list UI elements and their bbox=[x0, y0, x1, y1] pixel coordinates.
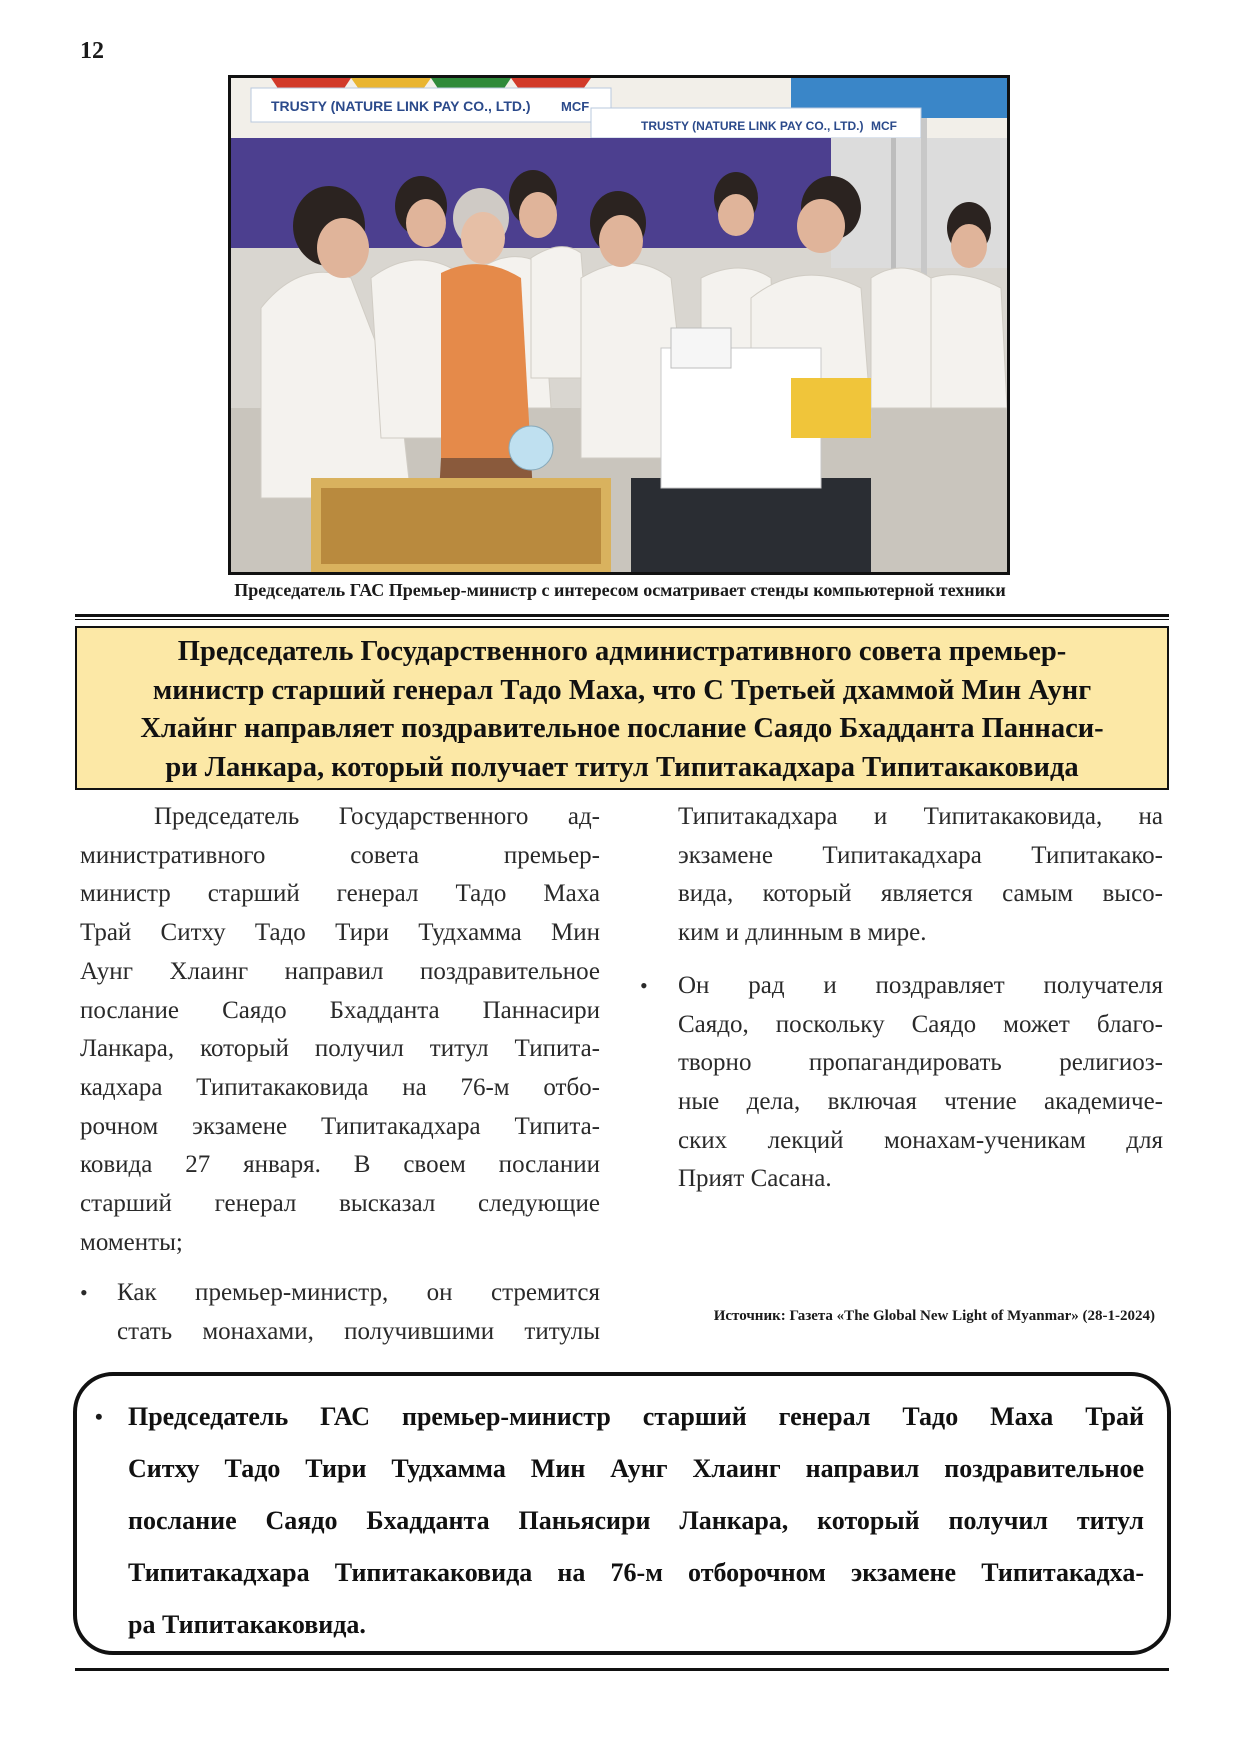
article-line: Саядо, поскольку Саядо может благо- bbox=[678, 1010, 1163, 1038]
source-note: Источник: Газета «The Global New Light of Myanmar» (28-1-2024) bbox=[713, 1308, 1155, 1324]
article-line: ских лекций монахам-ученикам для bbox=[678, 1126, 1163, 1154]
bullet-dot: • bbox=[80, 1280, 88, 1306]
summary-line: Типитакадхара Типитакаковида на 76-м отборочном экзамене Типитакадха- bbox=[128, 1558, 1144, 1587]
article-column-left bbox=[80, 798, 600, 1352]
banner-text-1: TRUSTY (NATURE LINK PAY CO., LTD.) bbox=[271, 98, 531, 114]
banner-text-2: TRUSTY (NATURE LINK PAY CO., LTD.) bbox=[641, 119, 864, 133]
top-rule-thin bbox=[75, 619, 1169, 620]
article-line: Ланкара, который получил титул Типита- bbox=[80, 1035, 600, 1063]
article-line: Прият Сасана. bbox=[678, 1165, 832, 1193]
exhibition-photo-illustration bbox=[231, 78, 1007, 572]
article-line: экзамене Типитакадхара Типитакако- bbox=[678, 841, 1163, 869]
headline-line: Хлайнг направляет поздравительное послание Саядо Бхадданта Паннаси- bbox=[140, 713, 1104, 744]
article-line: министративного совета премьер- bbox=[80, 841, 600, 869]
summary-bullet-dot: • bbox=[95, 1404, 103, 1429]
article-line: Он рад и поздравляет получателя bbox=[678, 971, 1163, 999]
news-photo bbox=[228, 75, 1010, 575]
article-line: ким и длинным в мире. bbox=[678, 919, 927, 947]
top-rule-thick bbox=[75, 614, 1169, 617]
article-line: стать монахами, получившими титулы bbox=[117, 1318, 600, 1346]
article-column-right bbox=[640, 798, 1163, 1199]
bullet-item bbox=[640, 967, 1163, 1199]
banner-brand-2: MCF bbox=[871, 119, 897, 133]
article-line: старший генерал высказал следующие bbox=[80, 1190, 600, 1218]
article-line: Как премьер-министр, он стремится bbox=[117, 1279, 600, 1307]
article-line: моменты; bbox=[80, 1228, 183, 1256]
article-line: творно пропагандировать религиоз- bbox=[678, 1049, 1163, 1077]
article-line: кадхара Типитакаковида на 76-м отбо- bbox=[80, 1073, 600, 1101]
summary-text bbox=[128, 1391, 1144, 1651]
page-number: 12 bbox=[80, 38, 104, 64]
article-line: Трай Ситху Тадо Тири Тудхамма Мин bbox=[80, 919, 600, 947]
article-line: вида, который является самым высо- bbox=[678, 880, 1163, 908]
article-line: рочном экзамене Типитакадхара Типита- bbox=[80, 1112, 600, 1140]
summary-line: послание Саядо Бхадданта Паньясири Ланкара, который получил титул bbox=[128, 1506, 1144, 1535]
bottom-rule bbox=[75, 1668, 1169, 1671]
headline-line: ри Ланкара, который получает титул Типитакадхара Типитакаковида bbox=[165, 751, 1079, 783]
summary-line: ра Типитакаковида. bbox=[128, 1610, 366, 1639]
banner-brand-1: MCF bbox=[561, 99, 590, 114]
article-line: ковида 27 января. В своем послании bbox=[80, 1151, 600, 1179]
photo-caption: Председатель ГАС Премьер-министр с интересом осматривает стенды компьютерной техники bbox=[234, 580, 1006, 600]
article-line: послание Саядо Бхадданта Паннасири bbox=[80, 996, 600, 1024]
headline-box bbox=[75, 626, 1169, 790]
article-line: Аунг Хлаинг направил поздравительное bbox=[80, 957, 600, 985]
article-line: ные дела, включая чтение академиче- bbox=[678, 1087, 1163, 1115]
article-line: Председатель Государственного ад- bbox=[154, 803, 600, 830]
summary-line: Председатель ГАС премьер-министр старший генерал Тадо Маха Трай bbox=[128, 1402, 1144, 1431]
summary-line: Ситху Тадо Тири Тудхамма Мин Аунг Хлаинг направил поздравительное bbox=[128, 1454, 1144, 1483]
bullet-dot: • bbox=[640, 972, 648, 998]
bullet-item bbox=[80, 1274, 600, 1351]
headline-line: министр старший генерал Тадо Маха, что С Третьей дхаммой Мин Аунг bbox=[152, 674, 1092, 706]
article-line: министр старший генерал Тадо Маха bbox=[80, 880, 600, 908]
article-line: Типитакадхара и Типитакаковида, на bbox=[678, 803, 1163, 830]
headline-line: Председатель Государственного административного совета премьер- bbox=[177, 636, 1067, 667]
